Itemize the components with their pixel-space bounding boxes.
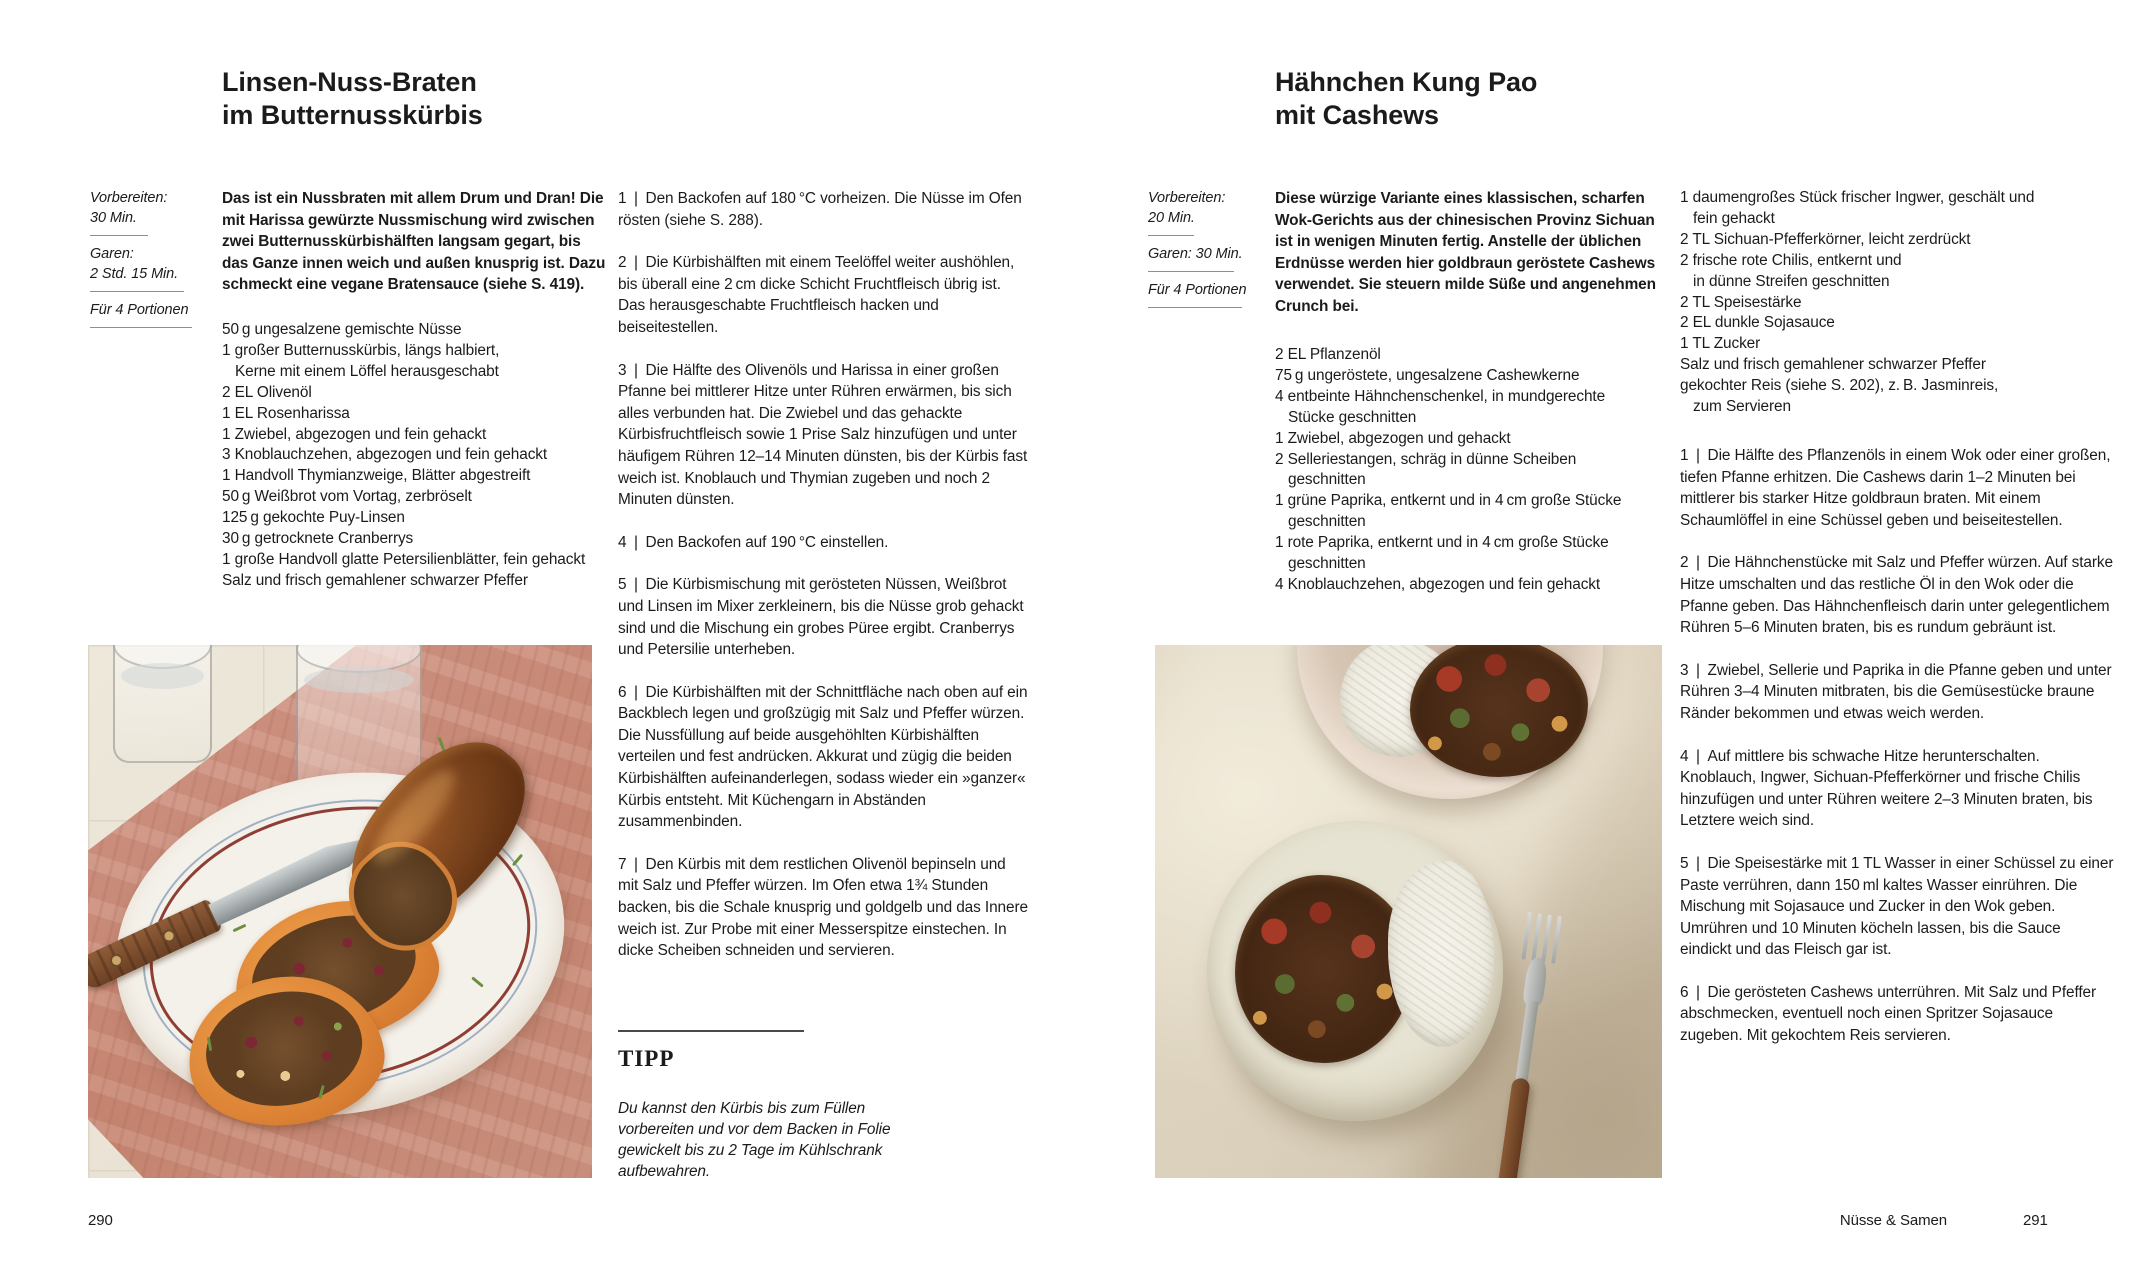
ingredient-line: 1 Zwiebel, abgezogen und fein gehackt <box>222 425 487 443</box>
prep-label: Vorbereiten: <box>90 190 168 206</box>
step: 3 | Zwiebel, Sellerie und Paprika in die Pfanne geben und unter Rühren 3–4 Minuten mitbraten, bis die Gemüsestücke braune Ränder bekommen und etwas weich werden. <box>1680 661 2112 722</box>
ingredient-line: 50 g Weißbrot vom Vortag, zerbröselt <box>222 488 472 506</box>
kung-pao-stir-fry <box>1235 875 1413 1063</box>
ingredient-line: 2 Selleriestangen, schräg in dünne Scheiben <box>1275 450 1577 468</box>
ingredient-line: Salz und frisch gemahlener schwarzer Pfeffer <box>222 571 528 589</box>
ingredient-line: gekochter Reis (siehe S. 202), z. B. Jasminreis, <box>1680 377 1999 395</box>
servings-label: Für 4 Portionen <box>90 302 189 318</box>
ingredient-list-left <box>222 320 585 592</box>
fork-tine <box>1541 914 1552 962</box>
ingredient-line: zum Servieren <box>1693 398 1791 416</box>
step: 2 | Die Hähnchenstücke mit Salz und Pfeffer würzen. Auf starke Hitze umschalten und das restliche Öl in den Wok oder die Pfanne geben. Das Hähnchenfleisch darin unter gelegentlichem Rühren 5–6 Minuten braten, bis es rundum gebräunt ist. <box>1680 554 2113 637</box>
divider <box>1148 235 1194 236</box>
servings-label: Für 4 Portionen <box>1148 282 1247 298</box>
tip-divider <box>618 1030 804 1032</box>
recipe-meta-left <box>90 188 210 336</box>
ingredient-line: 2 frische rote Chilis, entkernt und <box>1680 251 1902 269</box>
step-list-left <box>618 188 1028 983</box>
ingredient-list-right-col1 <box>1275 345 1621 596</box>
ingredient-line: 2 TL Speisestärke <box>1680 293 1802 311</box>
ingredient-line: geschnitten <box>1288 471 1366 489</box>
nut-filling <box>198 981 371 1117</box>
divider <box>90 235 148 236</box>
ingredient-line: 1 Zwiebel, abgezogen und gehackt <box>1275 429 1511 447</box>
recipe-title-left <box>222 66 483 132</box>
water-glass <box>113 645 212 763</box>
divider <box>90 327 192 328</box>
recipe-intro-right: Diese würzige Variante eines klassischen, scharfen Wok-Gerichts aus der chinesischen Provinz Sichuan ist in wenigen Minuten fertig. Anstelle der üblichen Erdnüsse werden hier goldbraun geröstete Cashews verwendet. Sie steuern milde Süße und angenehmen Crunch bei. <box>1275 190 1656 315</box>
ingredient-line: 50 g ungesalzene gemischte Nüsse <box>222 321 462 338</box>
ingredient-line: 1 großer Butternusskürbis, längs halbiert, <box>222 341 500 359</box>
ingredient-line: in dünne Streifen geschnitten <box>1693 272 1890 290</box>
prep-value: 20 Min. <box>1148 210 1195 226</box>
step: 6 | Die gerösteten Cashews unterrühren. Mit Salz und Pfeffer abschmecken, eventuell noch einen Spritzer Sojasauce zugeben. Mit gekochtem Reis servieren. <box>1680 983 2097 1045</box>
fork-shaft <box>1515 1000 1538 1083</box>
ingredient-line: 1 EL Rosenharissa <box>222 404 350 422</box>
page-number-right: 291 <box>2023 1212 2048 1229</box>
step: 1 | Den Backofen auf 180 °C vorheizen. Die Nüsse im Ofen rösten (siehe S. 288). <box>618 190 1022 229</box>
step: 5 | Die Kürbismischung mit gerösteten Nüssen, Weißbrot und Linsen im Mixer zerkleinern, bis die Nüsse grob gehackt sind und die Mischung ein grobes Püree ergibt. Cranberrys und Petersilie unterheben. <box>618 576 1024 659</box>
knife-rivet <box>160 927 177 944</box>
step: 7 | Den Kürbis mit dem restlichen Olivenöl bepinseln und mit Salz und Pfeffer würzen. Im Ofen etwa 1¾ Stunden backen, bis die Schale knusprig und goldgelb und das Innere weich ist. Zur Probe mit einer Messerspitze einstechen. In dicke Scheiben schneiden und servieren. <box>618 855 1028 960</box>
tip-heading: TIPP <box>618 1046 675 1071</box>
step: 4 | Den Backofen auf 190 °C einstellen. <box>618 533 889 551</box>
recipe-title-right <box>1275 66 1537 132</box>
recipe-title-right-line2: mit Cashews <box>1275 100 1439 130</box>
step: 5 | Die Speisestärke mit 1 TL Wasser in einer Schüssel zu einer Paste verrühren, dann 150 ml kaltes Wasser einrühren. Die Mischung mit Sojasauce und Zucker in den Wok geben. Umrühren und 10 Minuten köcheln lassen, bis die Sauce eindickt und das Fleisch gar ist. <box>1680 854 2114 959</box>
ingredient-line: 4 Knoblauchzehen, abgezogen und fein gehackt <box>1275 575 1601 593</box>
cook-line: Garen: 30 Min. <box>1148 246 1243 262</box>
ingredient-line: 2 EL dunkle Sojasauce <box>1680 314 1835 332</box>
ingredient-line: 75 g ungeröstete, ungesalzene Cashewkerne <box>1275 366 1580 384</box>
ingredient-line: 1 TL Zucker <box>1680 335 1761 353</box>
recipe-title-left-line2: im Butternusskürbis <box>222 100 483 130</box>
prep-label: Vorbereiten: <box>1148 190 1226 206</box>
step: 1 | Die Hälfte des Pflanzenöls in einem Wok oder einer großen, tiefen Pfanne erhitzen. Die Cashews darin 1–2 Minuten bei mittlerer bis starker Hitze goldbraun braten. Mit einem Schaumlöffel in eine Schüssel geben und beiseitestellen. <box>1680 447 2111 529</box>
step: 6 | Die Kürbishälften mit der Schnittfläche nach oben auf ein Backblech legen und großzügig mit Salz und Pfeffer würzen. Die Nussfüllung auf beide ausgehöhlten Kürbishälften verteilen und fest andrücken. Akkurat und zügig die beiden Kürbishälften aufeinanderlegen, sodass wieder ein »ganzer« Kürbis entsteht. Mit Küchengarn in Abständen zusammenbinden. <box>618 683 1028 831</box>
ingredient-line: 30 g getrocknete Cranberrys <box>222 530 414 548</box>
ingredient-line: geschnitten <box>1288 555 1366 573</box>
recipe-meta-right <box>1148 188 1268 316</box>
prep-value: 30 Min. <box>90 210 137 226</box>
divider <box>1148 271 1234 272</box>
ingredient-line: Stücke geschnitten <box>1288 408 1417 426</box>
photo-kung-pao <box>1155 645 1662 1178</box>
ingredient-line: 4 entbeinte Hähnchenschenkel, in mundgerechte <box>1275 387 1606 405</box>
ingredient-line: 1 rote Paprika, entkernt und in 4 cm große Stücke <box>1275 534 1609 552</box>
divider <box>90 291 184 292</box>
step: 3 | Die Hälfte des Olivenöls und Harissa in einer großen Pfanne bei mittlerer Hitze unter Rühren erwärmen, bis sich alles verbunden hat. Die Zwiebel und das gehackte Kürbisfruchtfleisch sowie 1 Prise Salz hinzufügen und unter häufigem Rühren 12–14 Minuten dünsten, bis der Kürbis fast weich ist. Knoblauch und Thymian zugeben und noch 2 Minuten dünsten. <box>618 361 1028 509</box>
ingredient-line: 1 große Handvoll glatte Petersilienblätter, fein gehackt <box>222 550 586 568</box>
rice <box>1388 861 1494 1047</box>
ingredient-line: Kerne mit einem Löffel herausgeschabt <box>235 362 499 380</box>
divider <box>1148 307 1242 308</box>
ingredient-line: geschnitten <box>1288 513 1366 531</box>
ingredient-line: 1 Handvoll Thymianzweige, Blätter abgestreift <box>222 467 531 485</box>
fork-tine <box>1531 913 1542 961</box>
ingredient-line: 2 EL Olivenöl <box>222 383 312 401</box>
ingredient-line: 125 g gekochte Puy-Linsen <box>222 509 405 527</box>
photo-lentil-nut-roast <box>88 645 592 1178</box>
section-label: Nüsse & Samen <box>1839 1212 1947 1229</box>
ingredient-line: Salz und frisch gemahlener schwarzer Pfeffer <box>1680 356 1986 374</box>
knife-rivet <box>108 952 125 969</box>
fork-neck <box>1522 956 1548 1006</box>
step-list-right <box>1680 445 2116 1068</box>
recipe-intro-left: Das ist ein Nussbraten mit allem Drum und Dran! Die mit Harissa gewürzte Nussmischung wird zwischen zwei Butternusskürbishälften langsam gegart, bis das Ganze innen weich und außen knusprig ist. Dazu schmeckt eine vegane Bratensauce (siehe S. 419). <box>222 190 606 293</box>
ingredient-line: 2 TL Sichuan-Pfefferkörner, leicht zerdrückt <box>1680 230 1971 248</box>
recipe-title-right-line1: Hähnchen Kung Pao <box>1275 67 1538 97</box>
ingredient-line: fein gehackt <box>1693 209 1775 227</box>
ingredient-line: 1 daumengroßes Stück frischer Ingwer, geschält und <box>1680 189 2035 206</box>
ingredient-line: 2 EL Pflanzenöl <box>1275 346 1381 363</box>
cook-label: Garen: <box>90 246 134 262</box>
tip-text: Du kannst den Kürbis bis zum Füllen vorbereiten und vor dem Backen in Folie gewickelt bis zu 2 Tage im Kühlschrank aufbewahren. <box>618 1100 891 1180</box>
fork-tine <box>1551 916 1562 964</box>
page-number-left: 290 <box>88 1212 113 1229</box>
recipe-title-left-line1: Linsen-Nuss-Braten <box>222 67 477 97</box>
ingredient-list-right-col2 <box>1680 188 2034 418</box>
ingredient-line: 1 grüne Paprika, entkernt und in 4 cm große Stücke <box>1275 492 1622 510</box>
step: 2 | Die Kürbishälften mit einem Teelöffel weiter aushöhlen, bis überall eine 2 cm dicke Schicht Fruchtfleisch übrig ist. Das herausgeschabte Fruchtfleisch hacken und beiseitestellen. <box>618 254 1015 336</box>
cook-value: 2 Std. 15 Min. <box>90 266 179 282</box>
step: 4 | Auf mittlere bis schwache Hitze herunterschalten. Knoblauch, Ingwer, Sichuan-Pfefferkörner und frische Chilis hinzufügen und unter Rühren weitere 2–3 Minuten braten, bis Letztere weich sind. <box>1680 747 2093 830</box>
ingredient-line: 3 Knoblauchzehen, abgezogen und fein gehackt <box>222 446 548 464</box>
